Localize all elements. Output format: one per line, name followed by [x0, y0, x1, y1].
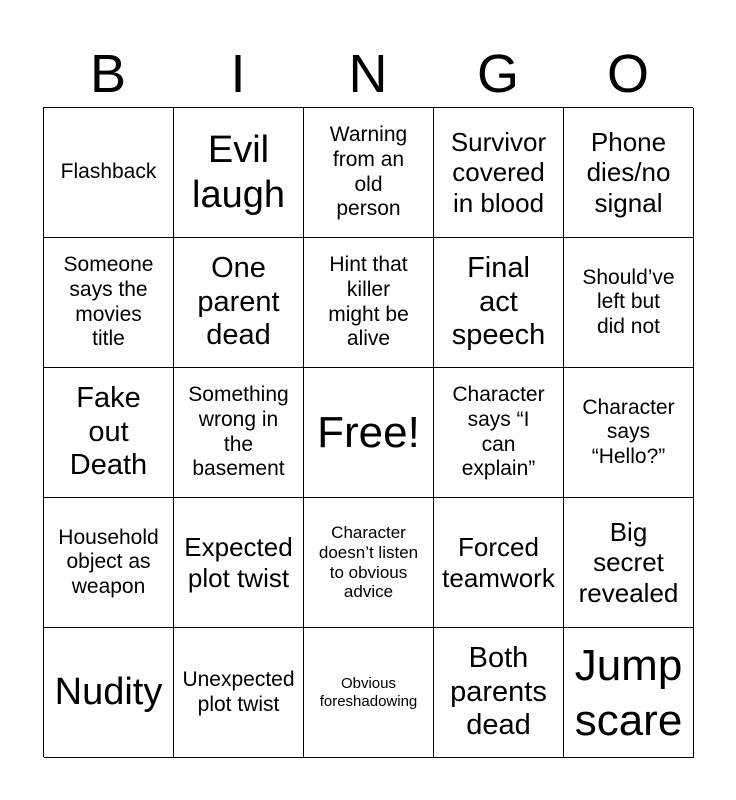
bingo-cell-free[interactable]: Free! [304, 368, 434, 498]
header-letter-i: I [230, 44, 246, 104]
bingo-cell-basement[interactable]: Something wrong in the basement [174, 368, 304, 498]
bingo-cell-forced-teamwork[interactable]: Forced teamwork [434, 498, 564, 628]
bingo-cell-warning-old-person[interactable]: Warning from an old person [304, 108, 434, 238]
header-letter-n: N [348, 44, 388, 104]
bingo-cell-both-parents-dead[interactable]: Both parents dead [434, 628, 564, 758]
bingo-cell-i-can-explain[interactable]: Character says “I can explain” [434, 368, 564, 498]
bingo-cell-fake-out-death[interactable]: Fake out Death [44, 368, 174, 498]
bingo-cell-flashback[interactable]: Flashback [44, 108, 174, 238]
bingo-cell-survivor-covered-blood[interactable]: Survivor covered in blood [434, 108, 564, 238]
bingo-cell-household-weapon[interactable]: Household object as weapon [44, 498, 174, 628]
bingo-cell-ignores-advice[interactable]: Character doesn’t listen to obvious advice [304, 498, 434, 628]
bingo-cell-unexpected-twist[interactable]: Unexpected plot twist [174, 628, 304, 758]
bingo-cell-shouldve-left[interactable]: Should’ve left but did not [564, 238, 694, 368]
bingo-cell-expected-twist[interactable]: Expected plot twist [174, 498, 304, 628]
bingo-cell-evil-laugh[interactable]: Evil laugh [174, 108, 304, 238]
bingo-cell-jump-scare[interactable]: Jump scare [564, 628, 694, 758]
header-letter-g: G [476, 44, 519, 104]
bingo-board [43, 107, 693, 757]
header-letter-b: B [89, 44, 127, 104]
bingo-cell-big-secret[interactable]: Big secret revealed [564, 498, 694, 628]
bingo-cell-obvious-foreshadowing[interactable]: Obvious foreshadowing [304, 628, 434, 758]
bingo-header [43, 40, 693, 108]
header-letter-o: O [606, 44, 649, 104]
bingo-cell-killer-alive-hint[interactable]: Hint that killer might be alive [304, 238, 434, 368]
bingo-cell-hello[interactable]: Character says “Hello?” [564, 368, 694, 498]
bingo-cell-phone-dies[interactable]: Phone dies/no signal [564, 108, 694, 238]
bingo-cell-final-act-speech[interactable]: Final act speech [434, 238, 564, 368]
bingo-cell-nudity[interactable]: Nudity [44, 628, 174, 758]
bingo-cell-one-parent-dead[interactable]: One parent dead [174, 238, 304, 368]
bingo-cell-says-movie-title[interactable]: Someone says the movies title [44, 238, 174, 368]
